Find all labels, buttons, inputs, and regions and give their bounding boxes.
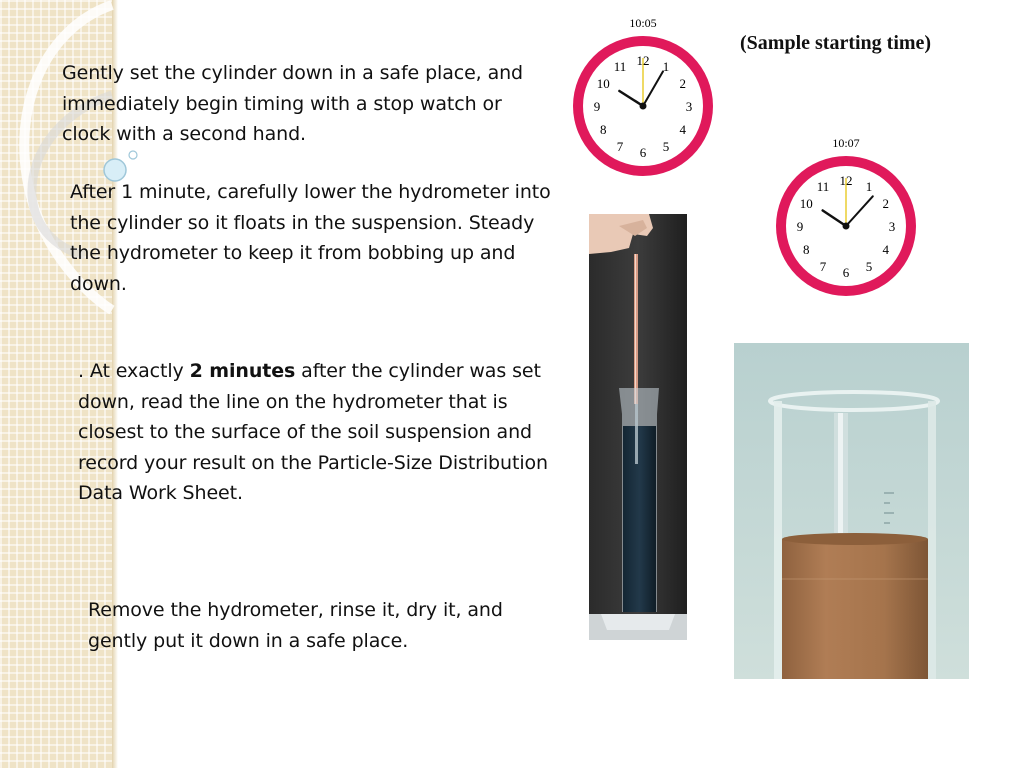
clock-center [843,223,850,230]
clock-start [565,14,721,182]
clock-numeral: 11 [613,59,627,75]
clock-numeral: 9 [593,99,601,114]
clock-numeral: 5 [662,138,670,154]
clock-numeral: 12 [636,53,650,68]
clock-numeral: 7 [819,258,827,274]
clock-time-label: 10:07 [832,136,860,150]
instruction-lower-hydrometer: After 1 minute, carefully lower the hydrometer into the cylinder so it floats in the suspension. Steady the hydrometer to keep it from bobbing up and down. [70,181,551,295]
instruction-set-down-cylinder: Gently set the cylinder down in a safe place, and immediately begin timing with a stop watch or clock with a second hand. [62,62,524,145]
clock-numeral: 5 [865,258,873,274]
clock-numeral: 11 [816,179,830,195]
clock-after-two-minutes [772,134,928,302]
clock-numeral: 8 [599,122,607,137]
step3-prefix: . At exactly [78,360,190,382]
clock-numeral: 10 [799,196,813,211]
clock-numeral: 4 [679,122,687,137]
clock-numeral: 4 [882,242,890,257]
clock-numeral: 8 [802,242,810,257]
clock-numeral: 1 [662,59,670,75]
clock-numeral: 3 [888,219,896,234]
clock-numeral: 2 [882,196,890,211]
step3-bold-duration: 2 minutes [189,360,296,382]
clock-numeral: 10 [596,76,610,91]
clock-numeral: 12 [839,173,853,188]
clock-numeral: 7 [616,138,624,154]
hydrometer-cylinder-photo [589,214,687,640]
clock-center [640,103,647,110]
sample-starting-time-caption: (Sample starting time) [740,32,932,54]
instruction-remove-hydrometer: Remove the hydrometer, rinse it, dry it, and gently put it down in a safe place. [88,599,503,652]
step3-suffix: after the cylinder was set down, read the line on the hydrometer that is closest to the surface of the soil suspension and record your result on the Particle-Size Distribution Data Work Sheet. [78,360,548,504]
clock-numeral: 1 [865,179,873,195]
clock-numeral: 9 [796,219,804,234]
soil-suspension-closeup-photo [734,343,969,679]
clock-numeral: 6 [842,265,850,280]
clock-numeral: 3 [685,99,693,114]
clock-numeral: 2 [679,76,687,91]
instruction-read-hydrometer [78,356,578,509]
clock-time-label: 10:05 [629,16,657,30]
clock-numeral: 6 [639,145,647,160]
